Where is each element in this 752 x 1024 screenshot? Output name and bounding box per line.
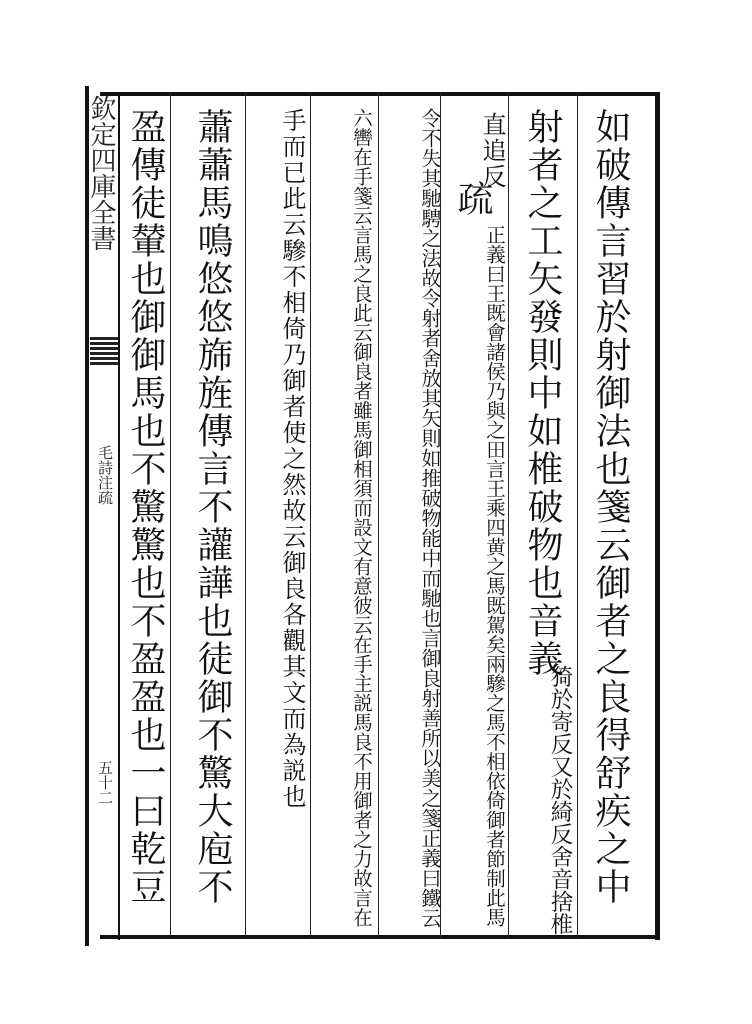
text-column-main: 盈傳徒輦也御御馬也不驚驚也不盈盈也一曰乾豆 <box>125 108 166 906</box>
frame-border-bottom <box>100 935 660 939</box>
text-column-commentary: 正義曰王既會諸侯乃與之田言王乘四黄之馬既駕矣兩驂之馬不相依倚御者節制此馬 <box>483 225 506 927</box>
frame-border-right <box>655 92 660 940</box>
collection-title: 欽定四庫全書 <box>86 95 116 251</box>
column-rule <box>577 92 578 938</box>
text-column-annotation: 猗於寄反又於綺反舍音捨椎 <box>547 665 573 935</box>
column-rule <box>508 92 509 938</box>
text-column-commentary: 令不失其馳騁之法故令射者舍放其矢則如推破物能中而馳也言御良射善所以美之箋正義曰鐵云 <box>418 108 442 928</box>
text-column-commentary: 六轡在手箋云言馬之良此云御良者雖馬御相須而設文有意彼云在手主説馬良不用御者之力故言在 <box>350 108 373 927</box>
margin-strip-divider <box>118 92 120 940</box>
column-rule <box>310 92 311 938</box>
page-number: 五十二 <box>96 760 114 805</box>
commentary-marker: 疏 <box>452 180 493 218</box>
book-title: 毛詩注疏 <box>96 445 114 505</box>
column-rule <box>245 92 246 938</box>
column-rule <box>170 92 171 938</box>
text-column-annotation: 直追反 <box>478 112 506 190</box>
text-column-main: 射者之工矢發則中如椎破物也音義 <box>522 108 563 678</box>
text-column-main: 如破傳言習於射御法也箋云御者之良得舒疾之中 <box>590 108 631 906</box>
frame-border-top <box>100 92 660 96</box>
fish-tail-ornament <box>90 335 118 365</box>
column-rule <box>378 92 379 938</box>
text-column-main: 蕭蕭馬鳴悠悠旆旌傳言不讙譁也徒御不驚大庖不 <box>192 108 233 906</box>
text-column-commentary: 手而已此云驂不相倚乃御者使之然故云御良各觀其文而為説也 <box>278 108 306 810</box>
